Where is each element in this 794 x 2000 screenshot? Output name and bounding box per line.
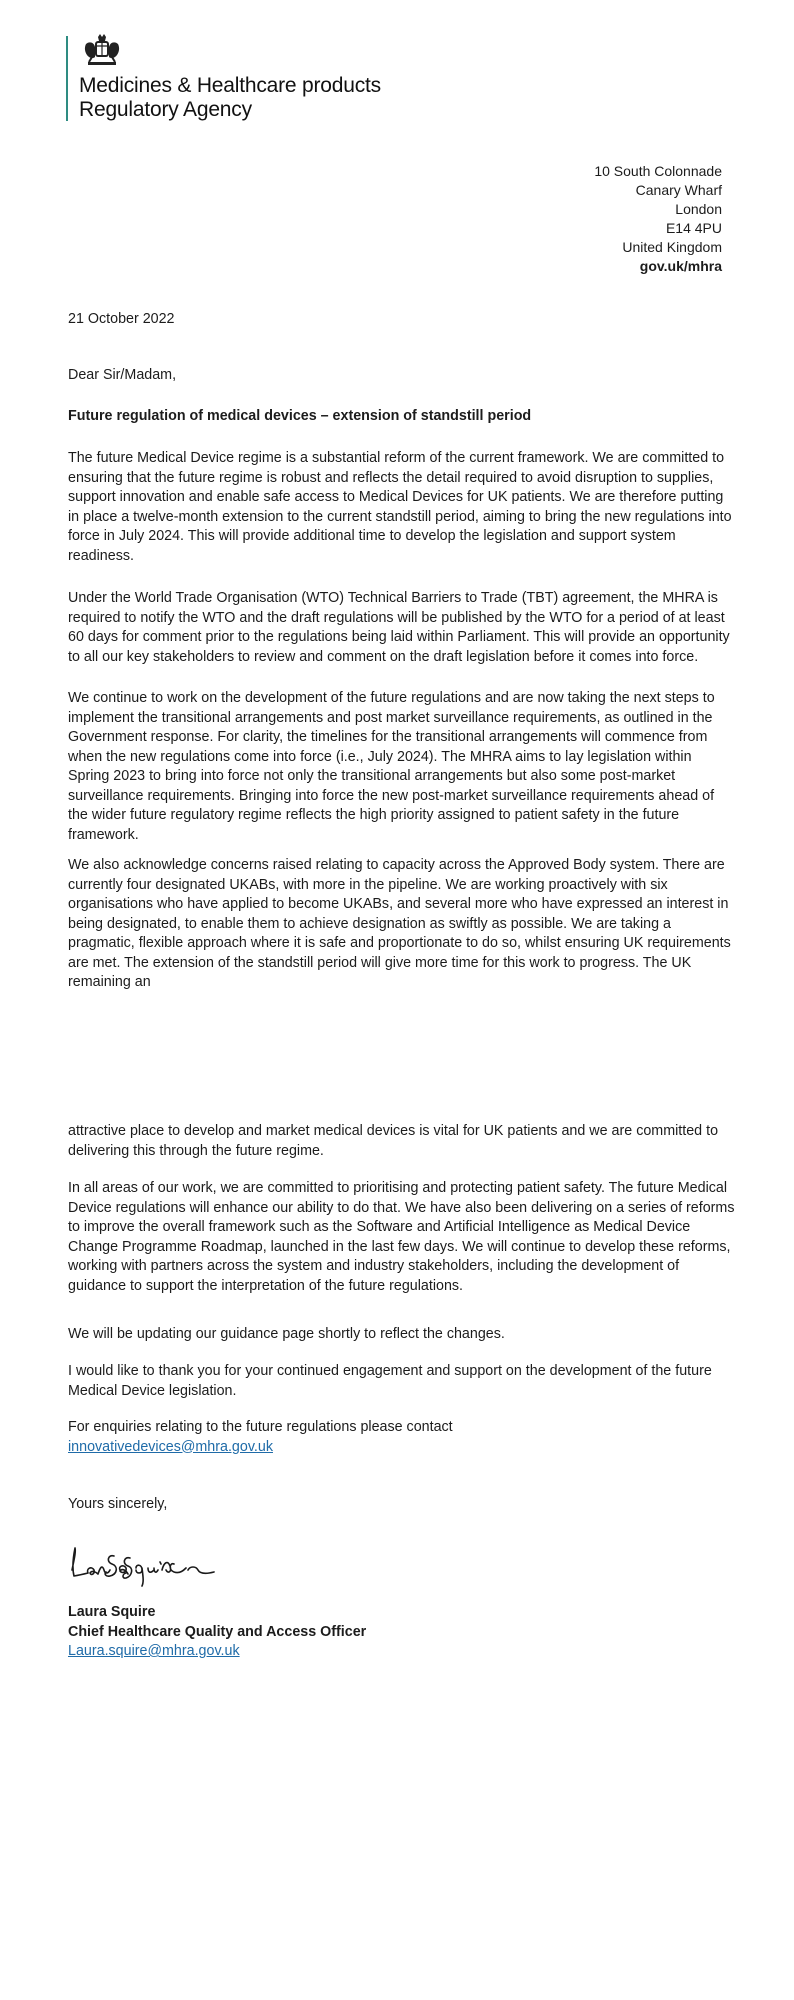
- address-block: [594, 162, 722, 276]
- enquiries-email-link[interactable]: innovativedevices@mhra.gov.uk: [68, 1438, 273, 1455]
- body-paragraph-7: I would like to thank you for your continued engagement and support on the development of the future Medical Device legislation.: [68, 1363, 712, 1399]
- body-paragraph-6: We will be updating our guidance page shortly to reflect the changes.: [68, 1326, 505, 1342]
- body-paragraph-5: In all areas of our work, we are committed to prioritising and protecting patient safety. The future Medical Device regulations will enhance our ability to do that. We have also been delivering on a series of reforms to improve the overall framework such as the Software and Artificial Intelligence as Medical Device Change Programme Roadmap, launched in the last few days. We will continue to develop these reforms, working with partners across the system and industry stakeholders, including the development of guidance to support the interpretation of the future regulations.: [68, 1180, 735, 1294]
- signer-block: [68, 1603, 736, 1662]
- royal-coat-of-arms-icon: [80, 34, 124, 72]
- body-paragraph-1: The future Medical Device regime is a substantial reform of the current framework. We are committed to ensuring that the future regime is robust and reflects the detail required to avoid disruption to supplies, support innovation and enable safe access to Medical Devices for UK patients. We are therefore putting in place a twelve-month extension to the current standstill period, aiming to bring the new regulations into force in July 2024. This will provide additional time to develop the legislation and support system readiness.: [68, 450, 732, 564]
- salutation: Dear Sir/Madam,: [68, 367, 177, 383]
- signer-title: Chief Healthcare Quality and Access Officer: [68, 1623, 367, 1640]
- address-line: United Kingdom: [622, 239, 722, 255]
- address-line: 10 South Colonnade: [594, 163, 722, 179]
- letter-subject: Future regulation of medical devices – extension of standstill period: [68, 408, 532, 424]
- body-paragraph-4: We also acknowledge concerns raised relating to capacity across the Approved Body system. There are currently four designated UKABs, with more in the pipeline. We are working proactively with six organisations who have applied to become UKABs, and several more who have expressed an interest in being designated, to enable them to achieve designation as swiftly as possible. We are taking a pragmatic, flexible approach where it is safe and proportionate to do so, whilst ensuring UK requirements are met. The extension of the standstill period will give more time for this work to progress. The UK remaining an: [68, 857, 731, 990]
- organisation-name-line1: Medicines & Healthcare products: [79, 74, 381, 97]
- address-line: E14 4PU: [665, 220, 722, 236]
- organisation-name: [79, 74, 381, 122]
- body-paragraph-3: We continue to work on the development of the future regulations and are now taking the next steps to implement the transitional arrangements and post market surveillance requirements, as outlined in the Government response. For clarity, the timelines for the transitional arrangements will commence from when the new regulations come into force (i.e., July 2024). The MHRA aims to lay legislation within Spring 2023 to bring into force not only the transitional arrangements but also some post-market surveillance requirements. Bringing into force the new post-market surveillance requirements ahead of the wider future regulatory regime reflects the high priority assigned to patient safety in the future framework.: [68, 690, 715, 843]
- signer-name: Laura Squire: [68, 1604, 156, 1620]
- enquiries-block: [68, 1418, 736, 1457]
- body-paragraph-2: Under the World Trade Organisation (WTO) Technical Barriers to Trade (TBT) agreement, the MHRA is required to notify the WTO and the draft regulations will be published by the WTO for a period of at least 60 days for comment prior to the regulations being laid within Parliament. This will provide an opportunity to all our key stakeholders to review and comment on the draft legislation before it comes into force.: [68, 590, 730, 665]
- address-line: London: [675, 201, 722, 217]
- closing: Yours sincerely,: [68, 1496, 168, 1512]
- website-link[interactable]: gov.uk/mhra: [639, 258, 722, 274]
- letter-date: 21 October 2022: [68, 311, 175, 327]
- enquiries-text: For enquiries relating to the future regulations please contact: [68, 1419, 453, 1435]
- address-line: Canary Wharf: [635, 182, 722, 198]
- organisation-name-line2: Regulatory Agency: [79, 98, 252, 121]
- body-paragraph-4-continuation: attractive place to develop and market medical devices is vital for UK patients and we are committed to delivering this through the future regime.: [68, 1123, 719, 1159]
- handwritten-signature-icon: [64, 1540, 234, 1588]
- signer-email-link[interactable]: Laura.squire@mhra.gov.uk: [68, 1643, 240, 1659]
- logo-accent-bar: [66, 36, 68, 121]
